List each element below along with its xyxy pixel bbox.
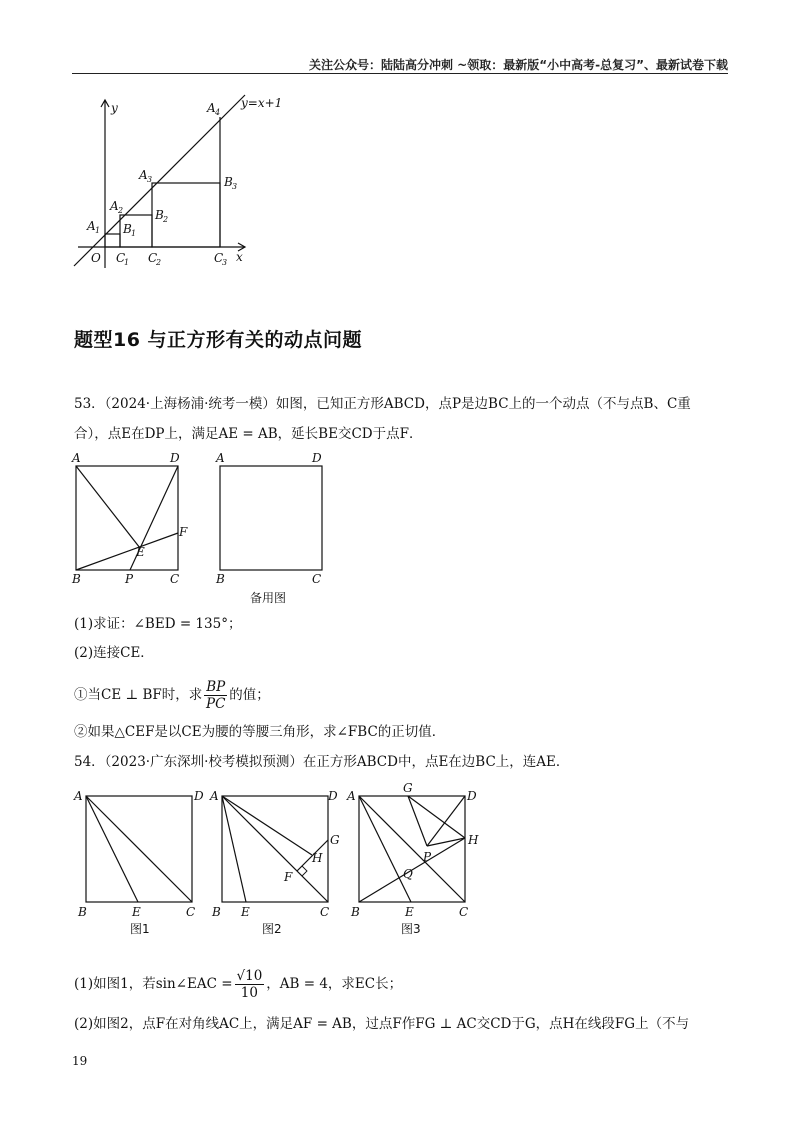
label-x: x — [236, 250, 243, 264]
fraction-numerator: BP — [206, 679, 226, 695]
q53-part4: ②如果△CEF是以CE为腰的等腰三角形，求∠FBC的正切值． — [74, 724, 446, 740]
page-number: 19 — [72, 1054, 88, 1068]
label-Q: Q — [403, 867, 413, 881]
q54-part1-suffix: ，AB = 4，求EC长； — [266, 976, 403, 992]
q53-line1: 53．（2024·上海杨浦·统考一模）如图，已知正方形ABCD，点P是边BC上的一个动点（不与点B、C重 — [74, 396, 691, 412]
figure-1-caption: 图1 — [130, 922, 150, 936]
label-A: A — [347, 789, 356, 803]
label-D: D — [194, 789, 204, 803]
label-A: A — [216, 451, 225, 465]
label-A3-sub: 3 — [147, 175, 153, 184]
spare-figure-caption: 备用图 — [250, 591, 287, 605]
label-E: E — [136, 545, 145, 559]
label-D: D — [170, 451, 180, 465]
q54-part1 — [74, 966, 734, 1002]
label-D: D — [328, 789, 338, 803]
coordinate-figure — [60, 90, 300, 280]
label-E: E — [241, 905, 250, 919]
figure-2-caption: 图2 — [262, 922, 282, 936]
label-A2: A — [110, 199, 119, 213]
q53-spare-figure — [212, 450, 332, 610]
label-B: B — [72, 572, 81, 585]
q53-part1: (1)求证：∠BED = 135°； — [74, 616, 242, 632]
label-G: G — [403, 782, 413, 795]
label-C2: C — [148, 251, 158, 265]
label-C: C — [320, 905, 330, 919]
label-H: H — [468, 833, 479, 847]
q53-figure — [66, 450, 206, 585]
label-B: B — [216, 572, 225, 586]
label-C2-sub: 2 — [156, 258, 162, 267]
label-A2-sub: 2 — [118, 206, 124, 215]
q54-part2: (2)如图2，点F在对角线AC上，满足AF = AB，过点F作FG ⊥ AC交CD于G，点H在线段FG上（不与 — [74, 1016, 690, 1032]
label-P: P — [125, 572, 134, 585]
label-A4-sub: 4 — [215, 108, 221, 117]
label-A4: A — [207, 101, 216, 115]
q53-part3-suffix: 的值； — [229, 687, 270, 703]
header-rule — [72, 73, 728, 74]
label-F: F — [179, 525, 188, 539]
label-B: B — [351, 905, 360, 919]
line-y-x-plus-1 — [74, 95, 245, 266]
label-B1: B — [123, 222, 132, 236]
label-B: B — [78, 905, 87, 919]
label-C1: C — [116, 251, 126, 265]
label-A: A — [72, 451, 81, 465]
label-P: P — [423, 850, 432, 864]
label-line: y=x+1 — [241, 96, 283, 110]
label-A: A — [210, 789, 219, 803]
q53-line2: 合），点E在DP上，满足AE = AB，延长BE交CD于点F． — [74, 426, 423, 442]
square-1 — [105, 234, 120, 247]
label-A3: A — [139, 168, 148, 182]
label-E: E — [405, 905, 414, 919]
label-H: H — [312, 851, 323, 865]
label-B3-sub: 3 — [232, 182, 238, 191]
label-B1-sub: 1 — [131, 229, 137, 238]
q53-part3 — [74, 678, 734, 712]
q54-line1: 54．（2023·广东深圳·校考模拟预测）在正方形ABCD中，点E在边BC上，连AE． — [74, 754, 570, 770]
label-A1: A — [87, 219, 96, 233]
fraction-denominator: 10 — [240, 985, 258, 1001]
label-C: C — [459, 905, 469, 919]
label-D: D — [467, 789, 477, 803]
label-C: C — [170, 572, 180, 585]
fraction-sqrt10-10 — [235, 968, 265, 1001]
figure-3-caption: 图3 — [401, 922, 421, 936]
label-y: y — [111, 101, 118, 115]
page-header: 关注公众号：陆陆高分冲刺 ~领取：最新版“小中高考-总复习”、最新试卷下载 — [309, 58, 728, 72]
fraction-numerator: √10 — [236, 968, 263, 984]
label-B2: B — [155, 208, 164, 222]
label-A: A — [74, 789, 83, 803]
label-C: C — [186, 905, 196, 919]
label-O: O — [91, 251, 101, 265]
q54-figure-2 — [208, 782, 348, 937]
label-C1-sub: 1 — [124, 258, 130, 267]
q53-part3-prefix: ①当CE ⊥ BF时，求 — [74, 687, 203, 703]
label-C3-sub: 3 — [222, 258, 228, 267]
label-C3: C — [214, 251, 224, 265]
q54-figure-1 — [66, 782, 206, 937]
q54-figure-3 — [345, 782, 495, 937]
fraction-denominator: PC — [206, 696, 226, 712]
q53-part2: (2)连接CE． — [74, 645, 154, 661]
label-D: D — [312, 451, 322, 465]
label-C: C — [312, 572, 322, 586]
q54-part1-prefix: (1)如图1，若sin∠EAC = — [74, 976, 233, 992]
label-B3: B — [224, 175, 233, 189]
section-title: 题型16 与正方形有关的动点问题 — [74, 329, 363, 351]
label-B2-sub: 2 — [163, 215, 169, 224]
fraction-bp-pc — [204, 679, 227, 712]
label-F: F — [284, 870, 293, 884]
label-E: E — [132, 905, 141, 919]
label-B: B — [212, 905, 221, 919]
label-G: G — [330, 833, 340, 847]
label-A1-sub: 1 — [95, 226, 101, 235]
